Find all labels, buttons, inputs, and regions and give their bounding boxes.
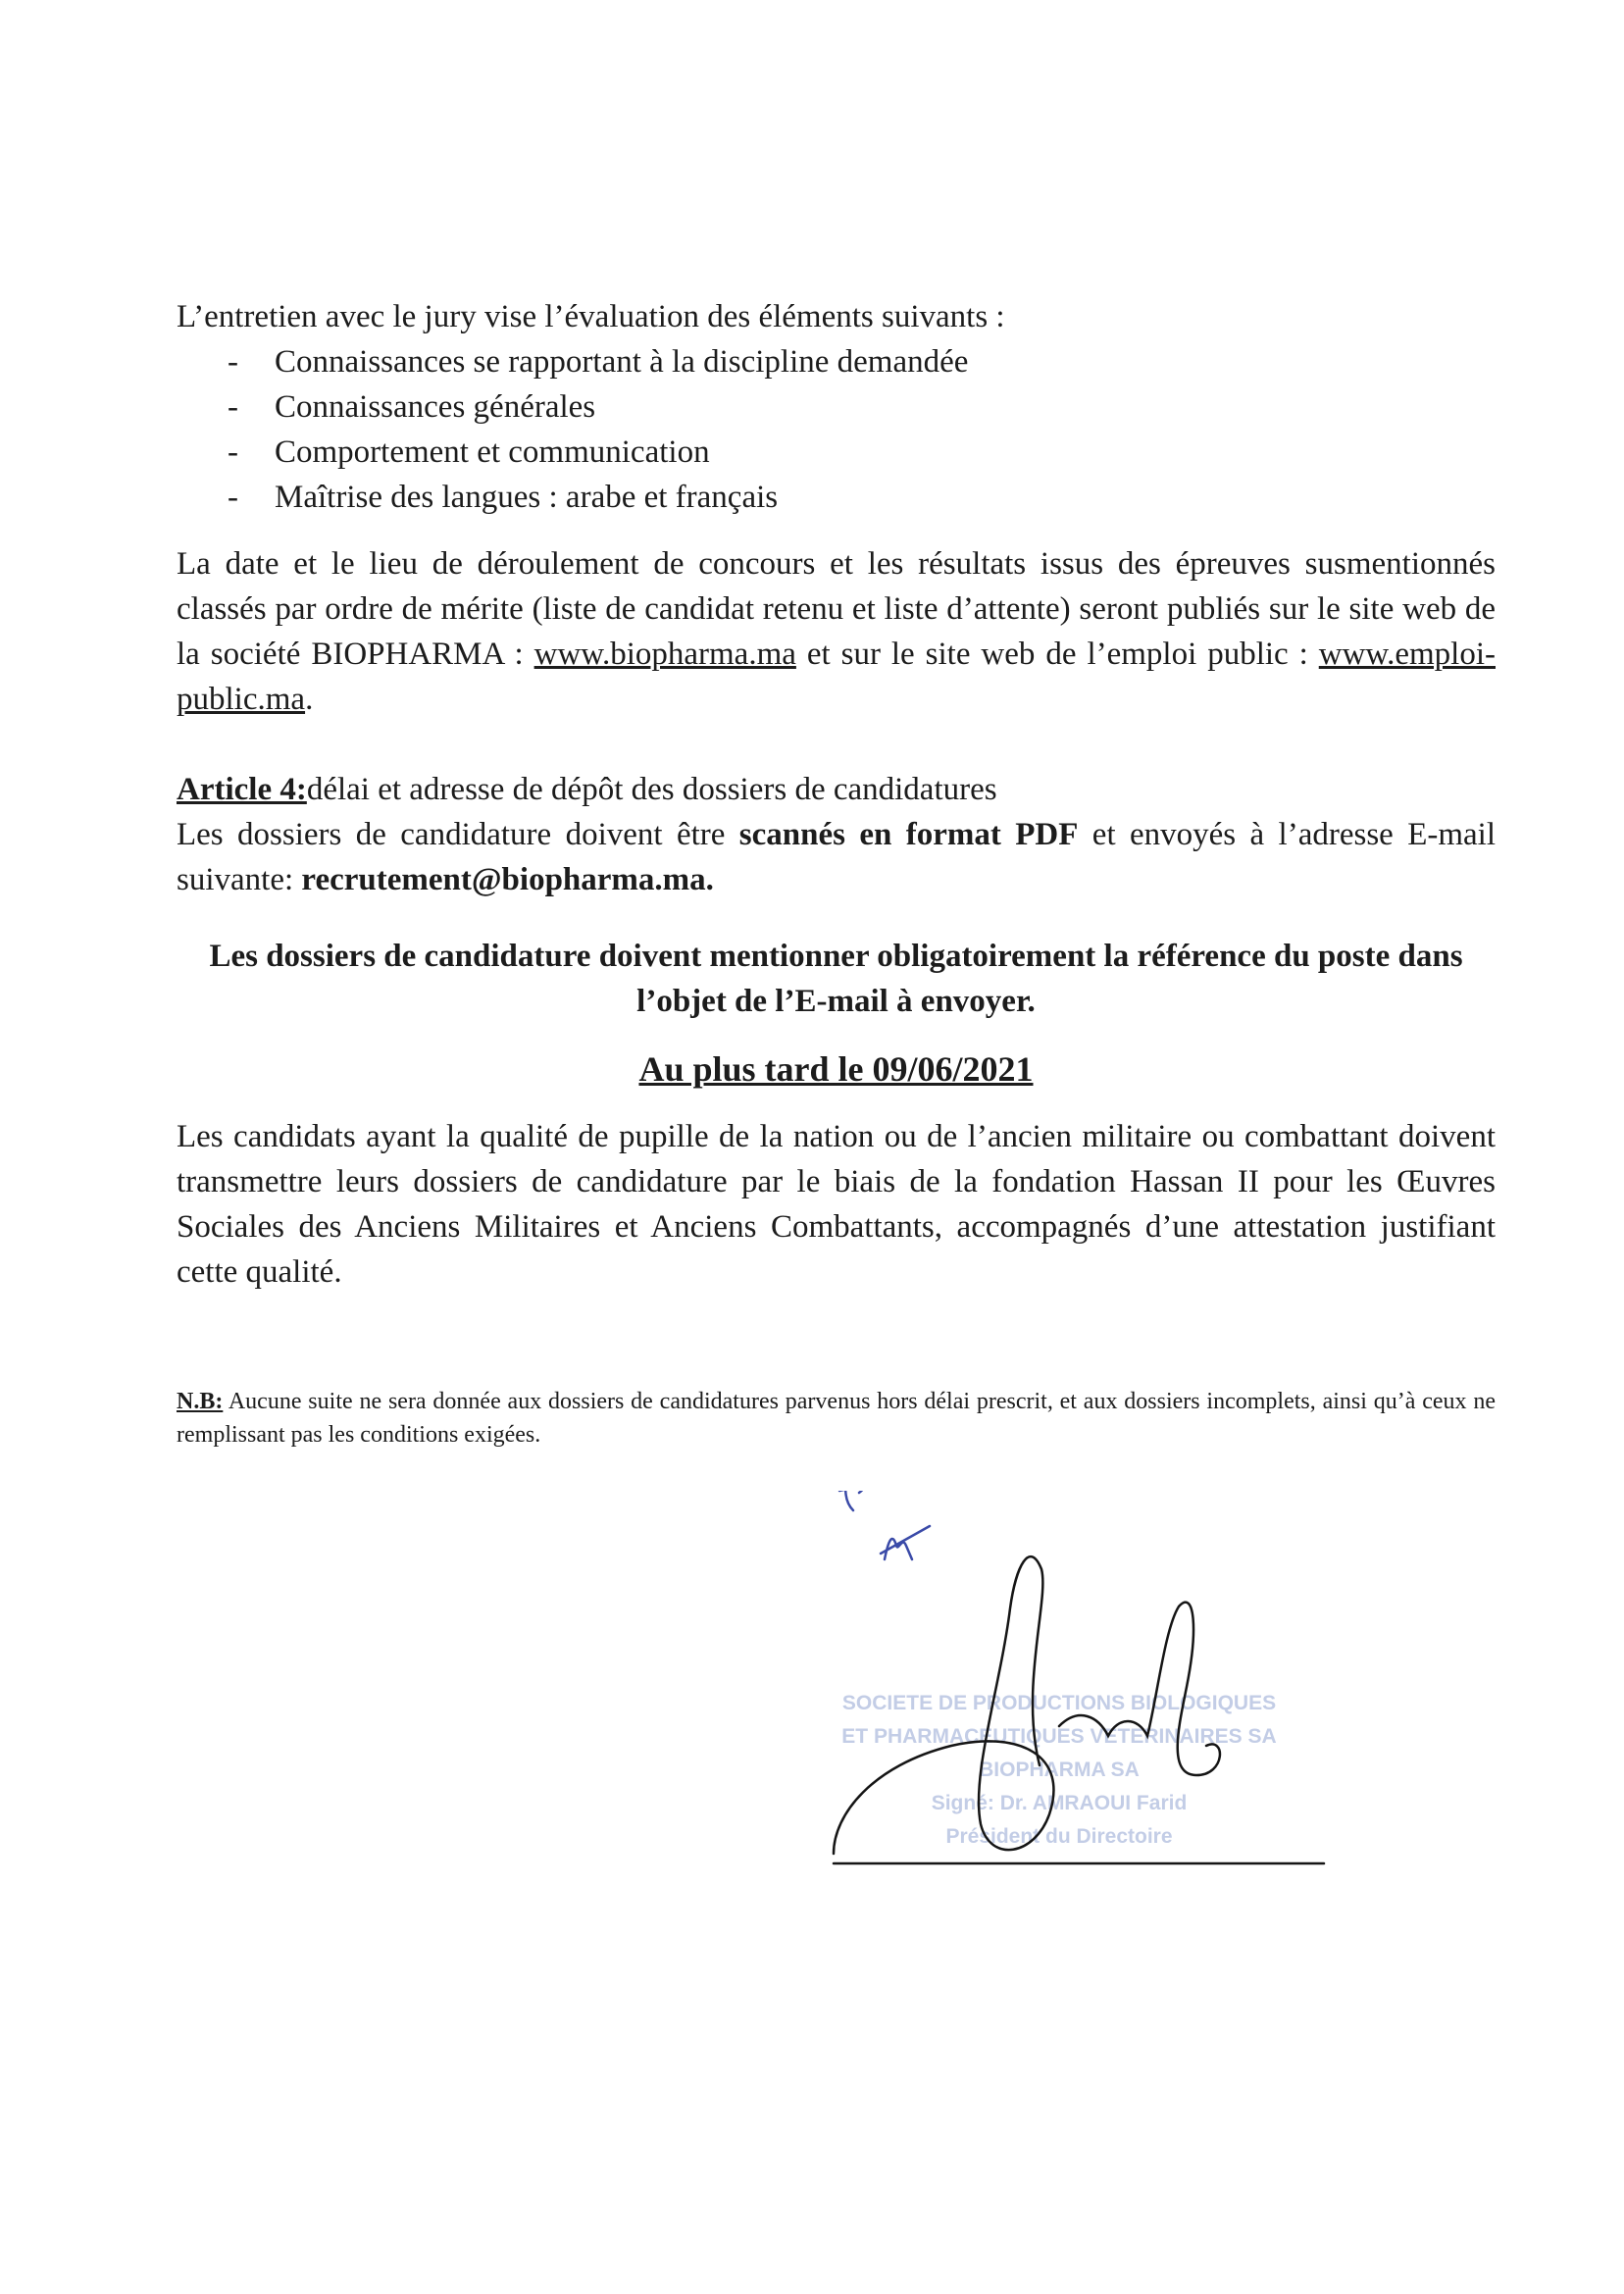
publication-paragraph: La date et le lieu de déroulement de concours et les résultats issus des épreuves susmentionnés classés par ordre de mérite (liste de candidat retenu et liste d’attente) seront publiés sur le site web de la société BIOPHARMA : www.biopharma.ma et sur le site web de l’emploi public : www.emploi-public.ma. <box>177 546 1496 717</box>
bullet-dash: - <box>228 389 238 425</box>
list-item: - Connaissances générales <box>177 384 1496 430</box>
article-4-body: Les dossiers de candidature doivent être scannés en format PDF et envoyés à l’adresse E-mail suivante: recrutement@biopharma.ma. <box>177 817 1497 897</box>
article-4-title: délai et adresse de dépôt des dossiers de candidatures <box>306 772 997 807</box>
criteria-heading: L’entretien avec le jury vise l’évaluation des éléments suivants : <box>177 299 1005 334</box>
handwritten-signature <box>834 1556 1324 1863</box>
interview-criteria-section <box>177 294 1496 520</box>
bullet-dash: - <box>228 480 238 515</box>
nb-label: N.B: <box>177 1389 224 1414</box>
list-item: - Maîtrise des langues : arabe et français <box>177 475 1496 520</box>
bullet-dash: - <box>228 344 238 380</box>
company-stamp: SOCIETE DE PRODUCTIONS BIOLOGIQUES ET PHARMACEUTIQUES VETERINAIRES SA BIOPHARMA SA Signé: Dr. AMRAOUI Farid Président du Directoire <box>841 1692 1277 1848</box>
bullet-dash: - <box>228 434 238 470</box>
reference-notice: Les dossiers de candidature doivent mentionner obligatoirement la référence du poste dans l’objet de l’E-mail à envoyer. <box>209 939 1463 1019</box>
signature-area <box>814 1491 1363 1883</box>
article-4-heading <box>177 767 1496 812</box>
application-email: recrutement@biopharma.ma. <box>301 862 714 897</box>
list-item: - Connaissances se rapportant à la discipline demandée <box>177 339 1496 384</box>
nb-note: N.B: Aucune suite ne sera donnée aux dossiers de candidatures parvenus hors délai prescrit, et aux dossiers incomplets, ainsi qu’à ceux ne remplissant pas les conditions exigées. <box>177 1389 1496 1448</box>
biopharma-website-link[interactable]: www.biopharma.ma <box>533 637 796 672</box>
emploi-public-link[interactable]: www.emploi-public.ma <box>177 637 1496 717</box>
criteria-list <box>177 339 1496 520</box>
list-item: - Comportement et communication <box>177 430 1496 475</box>
veterans-paragraph: Les candidats ayant la qualité de pupille de la nation ou de l’ancien militaire ou combattant doivent transmettre leurs dossiers de candidature par le biais de la fondation Hassan II pour les Œuvres Sociales des Anciens Militaires et Anciens Combattants, accompagnés d’une attestation justifiant cette qualité. <box>177 1119 1496 1290</box>
article-4-label: Article 4: <box>177 772 307 807</box>
initials-mark <box>839 1491 930 1559</box>
article-4-section <box>177 767 1496 902</box>
deadline-heading: Au plus tard le 09/06/2021 <box>638 1049 1034 1089</box>
